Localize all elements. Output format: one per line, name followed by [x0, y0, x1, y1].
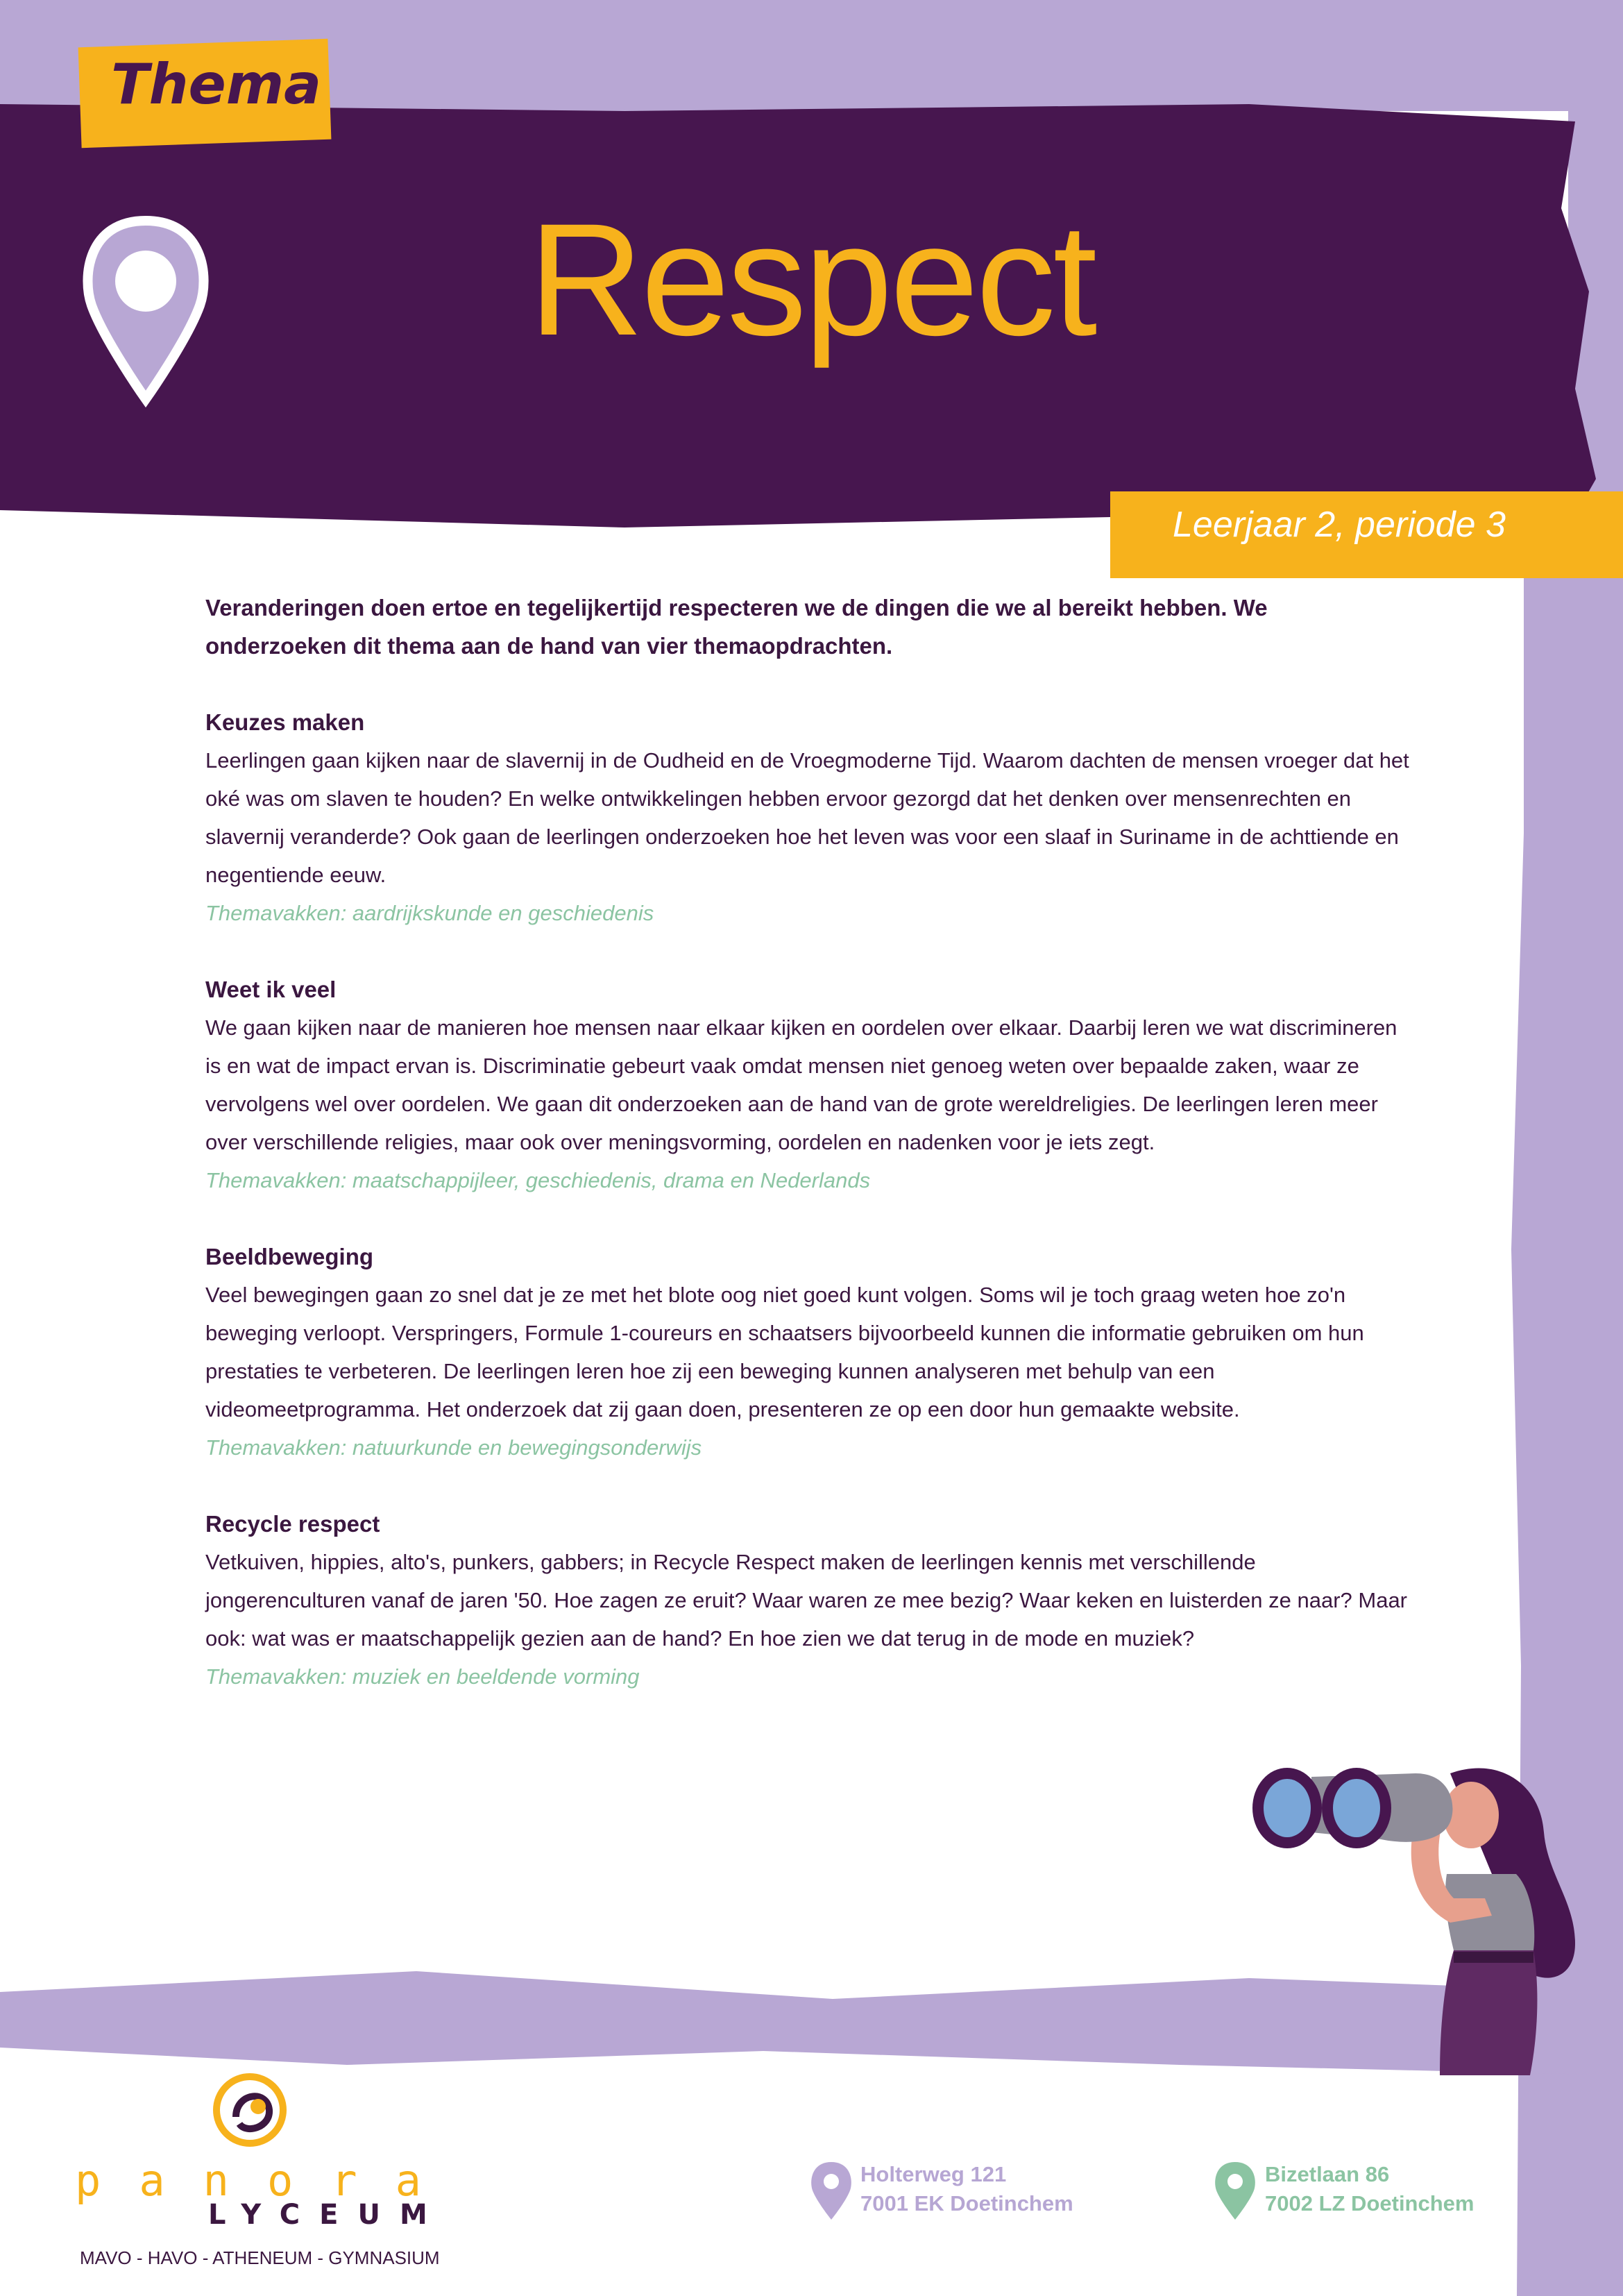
section-beeldbeweging — [205, 1238, 1413, 1467]
section-title: Recycle respect — [205, 1511, 380, 1537]
page-title: Respect — [528, 190, 1095, 369]
intro-text: Veranderingen doen ertoe en tegelijkertijd respecteren we de dingen die we al bereikt hebben. We onderzoeken dit thema aan de hand van vier themaopdrachten. — [205, 595, 1268, 659]
address-pin-icon-1 — [811, 2162, 851, 2220]
logo-subtitle: LYCEUM — [208, 2199, 447, 2231]
address-city: 7001 EK Doetinchem — [860, 2191, 1073, 2215]
period-label: Leerjaar 2, periode 3 — [1173, 505, 1506, 545]
section-body: Veel bewegingen gaan zo snel dat je ze met het blote oog niet goed kunt volgen. Soms wil je toch graag weten hoe zo'n beweging verloopt. Verspringers, Formule 1-coureurs en schaatsers bijvoorbeeld kunnen die informatie gebruiken om hun prestaties te verbeteren. De leerlingen leren hoe zij een beweging kunnen analyseren met behulp van een videomeetprogramma. Het onderzoek dat zij gaan doen, presenteren ze op een door hun gemaakte website. — [205, 1283, 1364, 1421]
main-content — [205, 589, 1413, 1734]
address-street: Holterweg 121 — [860, 2162, 1007, 2186]
section-recycle-respect — [205, 1505, 1413, 1696]
school-levels: MAVO - HAVO - ATHENEUM - GYMNASIUM — [80, 2247, 440, 2268]
address-street: Bizetlaan 86 — [1265, 2162, 1390, 2186]
section-title: Weet ik veel — [205, 977, 337, 1002]
section-subjects: Themavakken: muziek en beeldende vorming — [205, 1664, 640, 1689]
logo-name: panora — [75, 2155, 459, 2206]
section-weet-ik-veel — [205, 970, 1413, 1199]
thema-tag: Thema — [111, 52, 322, 117]
section-subjects: Themavakken: natuurkunde en bewegingsonderwijs — [205, 1435, 702, 1460]
section-body: We gaan kijken naar de manieren hoe mensen naar elkaar kijken en oordelen over elkaar. Daarbij leren we wat discrimineren is en wat de impact ervan is. Discriminatie gebeurt vaak omdat mensen niet genoeg weten over bepaalde zaken, waar ze vervolgens wel over oordelen. We gaan dit onderzoeken aan de hand van de grote wereldreligies. De leerlingen leren meer over verschillende religies, maar ook over meningsvorming, oordelen en nadenken voor je iets zegt. — [205, 1015, 1397, 1154]
address-holterweg — [860, 2160, 1073, 2218]
address-bizetlaan — [1265, 2160, 1474, 2218]
address-city: 7002 LZ Doetinchem — [1265, 2191, 1475, 2215]
section-body: Vetkuiven, hippies, alto's, punkers, gabbers; in Recycle Respect maken de leerlingen kennis met verschillende jongerenculturen vanaf de jaren '50. Hoe zagen ze eruit? Waar waren ze mee bezig? Waar keken en luisterden ze naar? Maar ook: wat was er maatschappelijk gezien aan de hand? En hoe zien we dat terug in de mode en muziek? — [205, 1550, 1408, 1651]
section-title: Keuzes maken — [205, 709, 365, 735]
section-subjects: Themavakken: aardrijkskunde en geschiedenis — [205, 901, 654, 925]
section-title: Beeldbeweging — [205, 1244, 374, 1269]
section-keuzes-maken — [205, 703, 1413, 932]
panora-logo-icon — [216, 2077, 283, 2143]
section-subjects: Themavakken: maatschappijleer, geschiedenis, drama en Nederlands — [205, 1168, 871, 1192]
address-pin-icon-2 — [1215, 2162, 1255, 2220]
section-body: Leerlingen gaan kijken naar de slavernij in de Oudheid en de Vroegmoderne Tijd. Waarom dachten de mensen vroeger dat het oké was om slaven te houden? En welke ontwikkelingen hebben ervoor gezorgd dat het denken over mensenrechten en slavernij veranderde? Ook gaan de leerlingen onderzoeken hoe het leven was voor een slaaf in Suriname in de achttiende en negentiende eeuw. — [205, 748, 1409, 887]
